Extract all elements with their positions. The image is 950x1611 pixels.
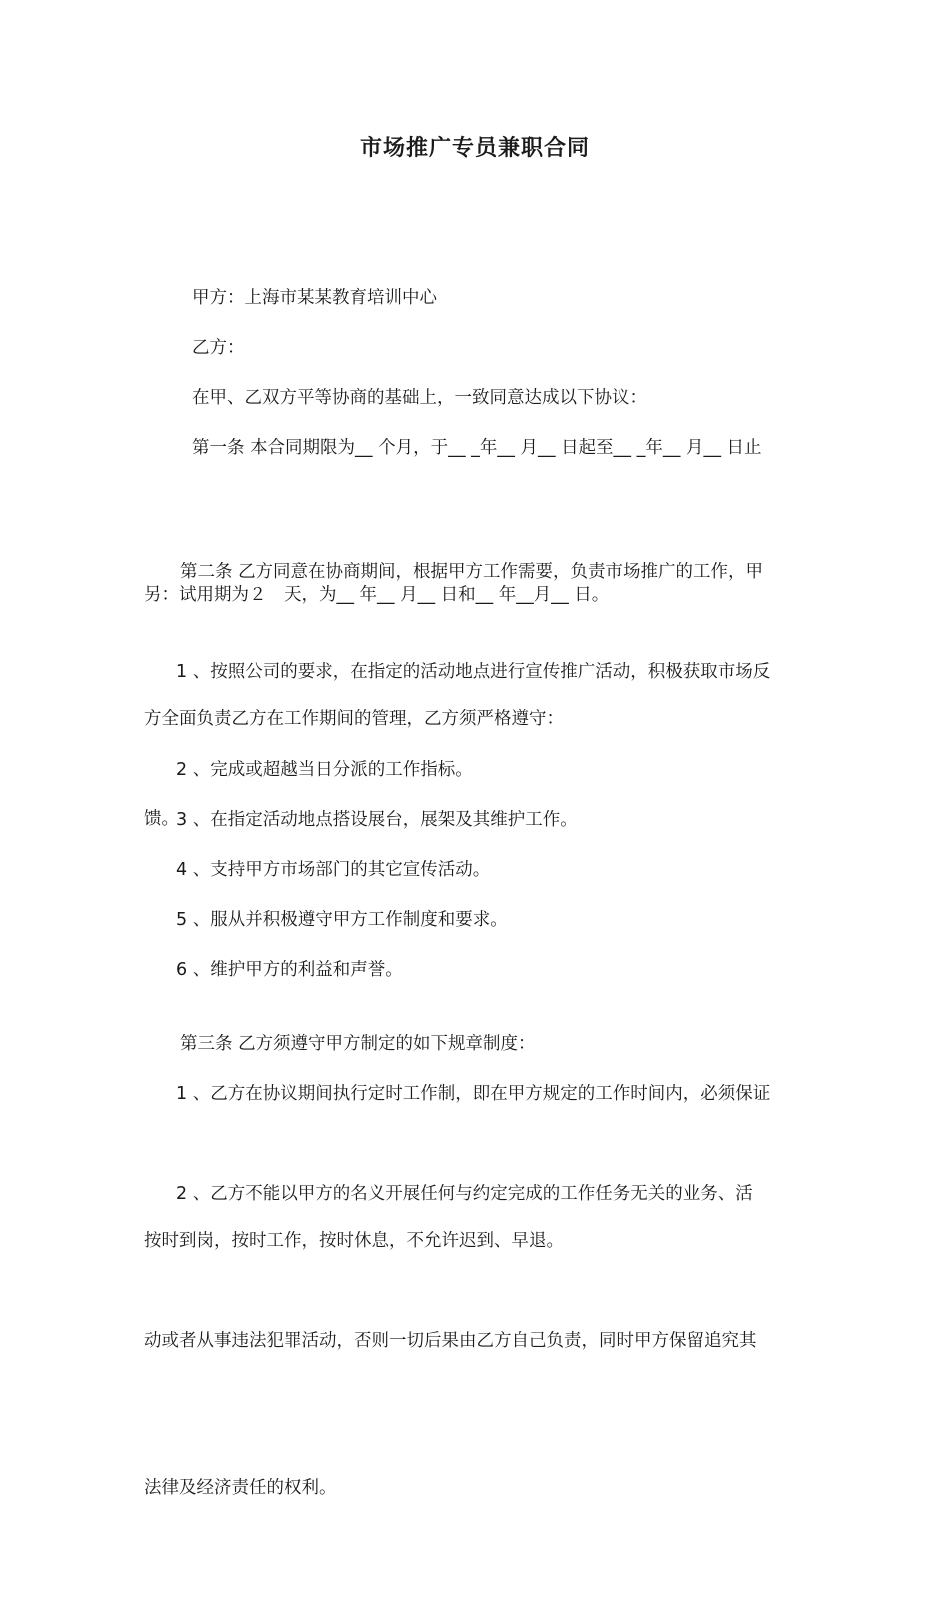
- article-3-item-2-line-3: 法律及经济责任的权利。: [144, 1478, 337, 1498]
- article-2-item-4-text: 4 、支持甲方市场部门的其它宣传活动。: [176, 860, 491, 880]
- article-3-heading: 第三条 乙方须遵守甲方制定的如下规章制度：: [180, 1034, 536, 1054]
- article-2-item-5-text: 5 、服从并积极遵守甲方工作制度和要求。: [176, 910, 508, 930]
- article-2-item-6-text: 6 、维护甲方的利益和声誉。: [176, 960, 403, 980]
- article-3-item-2-line-1: 2 、乙方不能以甲方的名义开展任何与约定完成的工作任务无关的业务、活: [176, 1184, 753, 1204]
- article-1-line-1: 第一条 本合同期限为__ 个月，于__ _年__ 月__ 日起至__ _年__ 月__ 日止: [192, 438, 762, 458]
- document-title: 市场推广专员兼职合同: [359, 136, 590, 161]
- article-2-item-2-text: 2 、完成或超越当日分派的工作指标。: [176, 760, 473, 780]
- article-3-item-1-line-1: 1 、乙方在协议期间执行定时工作制，即在甲方规定的工作时间内，必须保证: [176, 1084, 771, 1104]
- party-a-text: 甲方：上海市某某教育培训中心: [192, 288, 437, 308]
- preamble-text: 在甲、乙双方平等协商的基础上，一致同意达成以下协议：: [192, 388, 647, 408]
- article-2-line-2: 方全面负责乙方在工作期间的管理，乙方须严格遵守：: [144, 709, 564, 729]
- article-2-item-1-line-2: 馈。: [144, 809, 179, 829]
- article-3-item-1-line-2: 按时到岗，按时工作，按时休息，不允许迟到、早退。: [144, 1231, 564, 1251]
- article-2-item-1-line-1: 1 、按照公司的要求，在指定的活动地点进行宣传推广活动，积极获取市场反: [176, 662, 771, 682]
- article-3-item-2-line-2: 动或者从事违法犯罪活动，否则一切后果由乙方自己负责，同时甲方保留追究其: [144, 1331, 757, 1351]
- article-1-line-2: 另：试用期为２ 天，为__ 年__ 月__ 日和__ 年__月__ 日。: [144, 585, 610, 605]
- article-2-line-1: 第二条 乙方同意在协商期间，根据甲方工作需要，负责市场推广的工作，甲: [180, 562, 764, 582]
- article-3-item-2: [144, 1072, 810, 1611]
- article-2-item-3-text: 3 、在指定活动地点搭设展台，展架及其维护工作。: [176, 810, 578, 830]
- party-b-text: 乙方：: [192, 338, 245, 358]
